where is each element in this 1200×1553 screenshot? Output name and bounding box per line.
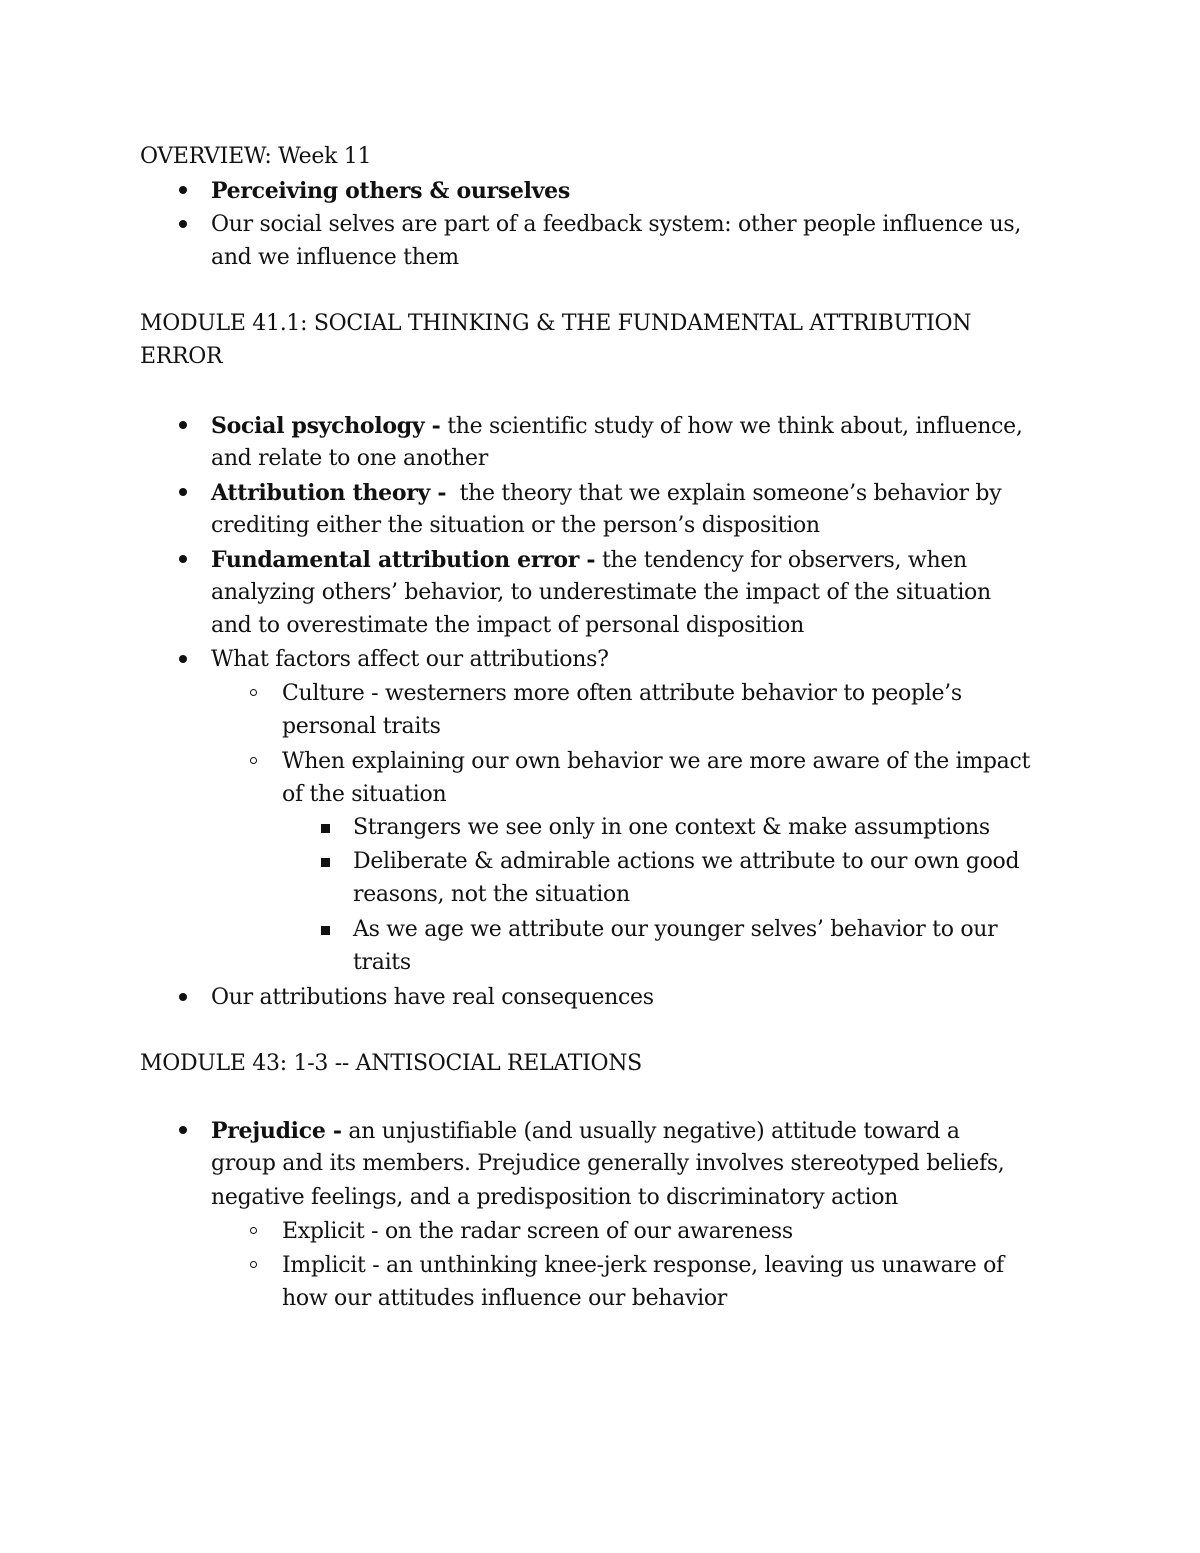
age-line2: traits (353, 950, 411, 975)
own-behavior-line1: When explaining our own behavior we are more aware of the impact (282, 749, 1031, 774)
bullet-dot (179, 655, 187, 663)
module41-heading-line1: MODULE 41.1: SOCIAL THINKING & THE FUNDAMENTAL ATTRIBUTION (140, 311, 972, 336)
attribution-theory-line1 (211, 476, 1001, 511)
sub-bullet-circle (250, 689, 257, 696)
fae-line3: and to overestimate the impact of personal disposition (211, 613, 804, 638)
culture-line1: Culture - westerners more often attribute behavior to people’s (282, 681, 962, 706)
bullet-dot (179, 220, 187, 228)
prejudice-line2: group and its members. Prejudice generally involves stereotyped beliefs, (211, 1151, 1005, 1176)
attribution-theory-term: Attribution theory - (211, 480, 447, 506)
sub-sub-bullet-square (321, 858, 330, 867)
bullet-dot (179, 421, 187, 429)
sub-sub-bullet-square (321, 926, 330, 935)
social-psychology-definition: the scientific study of how we think about, influence, (440, 414, 1023, 439)
fae-term: Fundamental attribution error - (211, 547, 596, 573)
prejudice-term: Prejudice - (211, 1118, 342, 1144)
explicit-item: Explicit - on the radar screen of our awareness (282, 1219, 793, 1244)
own-behavior-line2: of the situation (282, 782, 447, 807)
fae-line2: analyzing others’ behavior, to underestimate the impact of the situation (211, 580, 991, 605)
factors-question: What factors affect our attributions? (211, 647, 609, 672)
implicit-line2: how our attitudes influence our behavior (282, 1286, 728, 1311)
bullet-dot (179, 1126, 187, 1134)
module43-heading: MODULE 43: 1-3 -- ANTISOCIAL RELATIONS (140, 1051, 642, 1076)
bullet-dot (179, 555, 187, 563)
overview-heading: OVERVIEW: Week 11 (140, 144, 372, 169)
deliberate-line2: reasons, not the situation (353, 882, 630, 907)
prejudice-line1 (211, 1114, 960, 1149)
social-psychology-line2: and relate to one another (211, 446, 488, 471)
module41-heading-line2: ERROR (140, 344, 223, 369)
sub-bullet-circle (250, 757, 257, 764)
bullet-dot (179, 993, 187, 1001)
strangers-item: Strangers we see only in one context & make assumptions (353, 815, 990, 840)
deliberate-line1: Deliberate & admirable actions we attribute to our own good (353, 849, 1020, 874)
overview-item-feedback-line1: Our social selves are part of a feedback system: other people influence us, (211, 212, 1022, 237)
overview-item-perceiving: Perceiving others & ourselves (211, 178, 570, 204)
prejudice-line3: negative feelings, and a predisposition to discriminatory action (211, 1185, 899, 1210)
fae-line1 (211, 543, 967, 578)
social-psychology-line1 (211, 409, 1023, 444)
sub-sub-bullet-square (321, 824, 330, 833)
social-psychology-term: Social psychology - (211, 413, 441, 439)
bullet-dot (179, 488, 187, 496)
overview-item-feedback-line2: and we influence them (211, 245, 459, 270)
culture-line2: personal traits (282, 714, 441, 739)
prejudice-definition: an unjustifiable (and usually negative) attitude toward a (341, 1119, 960, 1144)
age-line1: As we age we attribute our younger selves’ behavior to our (353, 917, 998, 942)
implicit-line1: Implicit - an unthinking knee-jerk response, leaving us unaware of (282, 1253, 1004, 1278)
fae-definition: the tendency for observers, when (595, 548, 967, 573)
attribution-theory-line2: crediting either the situation or the person’s disposition (211, 513, 820, 538)
attribution-theory-definition: the theory that we explain someone’s behavior by (446, 481, 1002, 506)
sub-bullet-circle (250, 1227, 257, 1234)
sub-bullet-circle (250, 1261, 257, 1268)
consequences-item: Our attributions have real consequences (211, 985, 654, 1010)
bullet-dot (179, 186, 187, 194)
